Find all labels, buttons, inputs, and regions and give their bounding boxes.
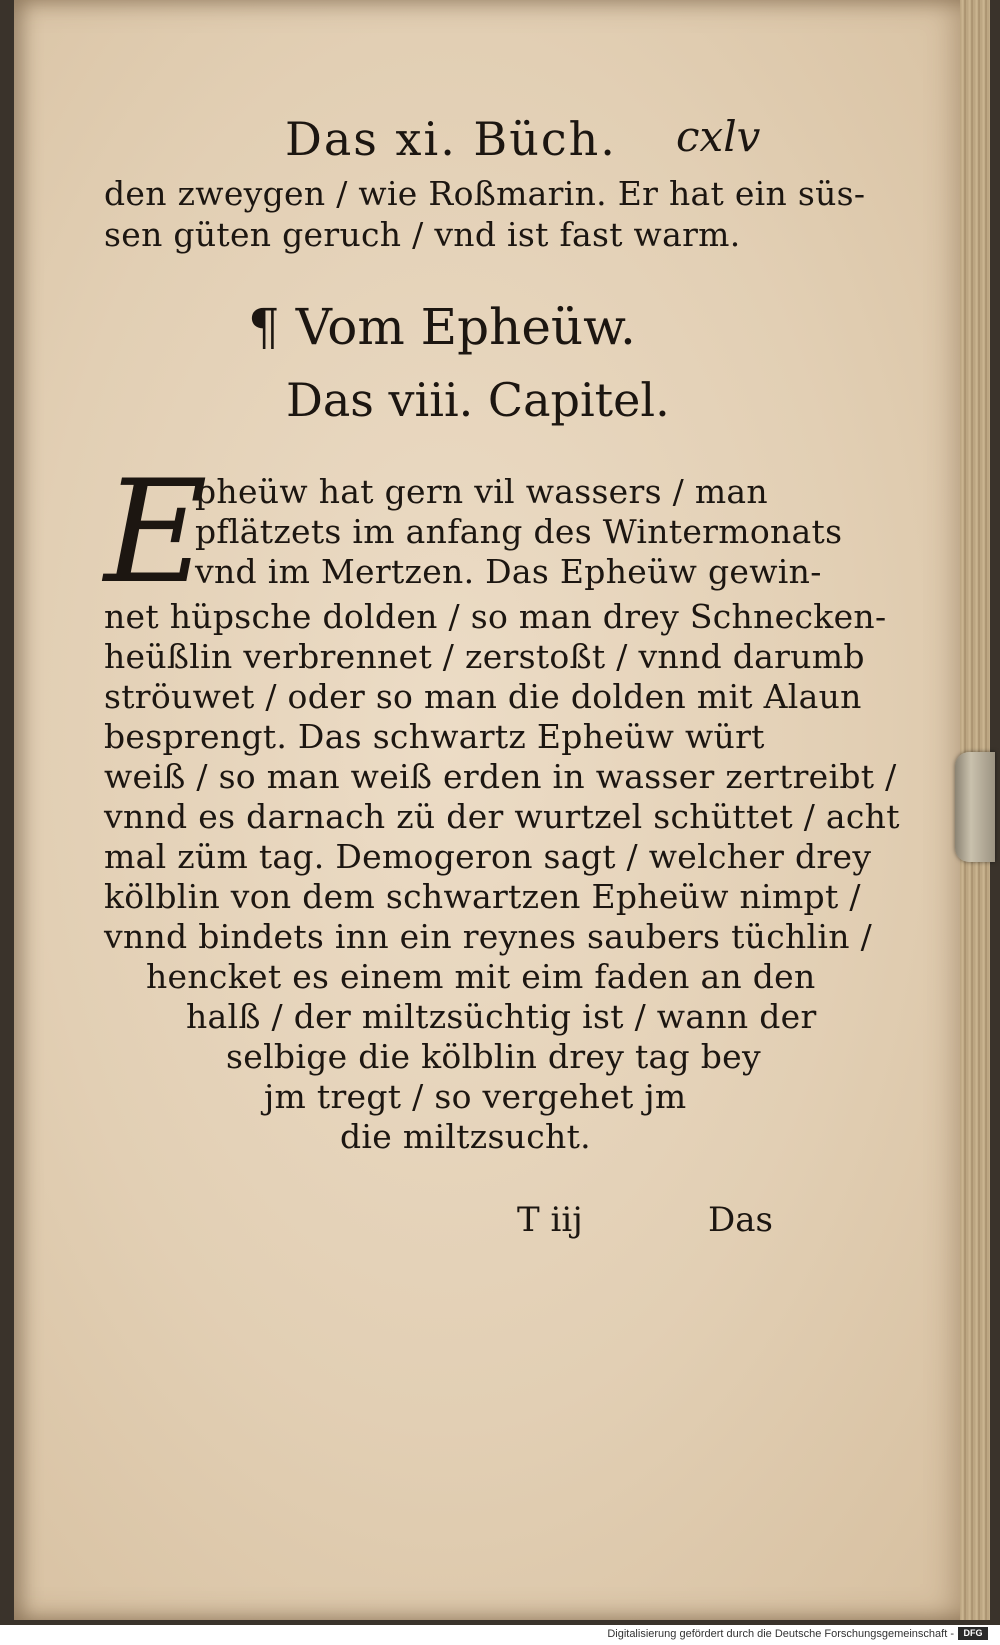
body-line: kölblin von dem schwartzen Epheüw nimpt / — [104, 877, 861, 916]
footer-credit: Digitalisierung gefördert durch die Deutsche Forschungsgemeinschaft - — [607, 1628, 954, 1640]
body-line: halß / der miltzsüchtig ist / wann der — [186, 997, 817, 1036]
body-line: mal züm tag. Demogeron sagt / welcher drey — [104, 837, 872, 876]
body-line: net hüpsche dolden / so man drey Schnecken- — [104, 597, 887, 636]
body-line: weiß / so man weiß erden in wasser zertreibt / — [104, 757, 897, 796]
signature-mark: T iij — [517, 1200, 583, 1240]
body-line: jm tregt / so vergehet jm — [264, 1077, 687, 1116]
body-line: heüßlin verbrennet / zerstoßt / vnnd darumb — [104, 637, 865, 676]
body-line: selbige die kölblin drey tag bey — [226, 1037, 761, 1076]
folio-number: cxlv — [676, 112, 761, 161]
chapter-title: Das viii. Capitel. — [286, 373, 670, 427]
text-line-top-2: sen güten geruch / vnd ist fast warm. — [104, 215, 741, 254]
body-line: die miltzsucht. — [340, 1117, 591, 1156]
body-line: pflätzets im anfang des Wintermonats — [195, 512, 843, 551]
text-line-top-1: den zweygen / wie Roßmarin. Er hat ein süs- — [104, 174, 866, 213]
body-line: vnd im Mertzen. Das Epheüw gewin- — [195, 552, 822, 591]
body-line: vnnd es darnach zü der wurtzel schüttet / acht — [104, 797, 900, 836]
section-title: ¶ Vom Epheüw. — [248, 298, 636, 356]
running-head: Das xi. Büch. — [285, 112, 617, 166]
body-line: ströuwet / oder so man die dolden mit Alaun — [104, 677, 862, 716]
book-clasp — [955, 752, 995, 862]
body-line: vnnd bindets inn ein reynes saubers tüchlin / — [104, 917, 873, 956]
catchword: Das — [708, 1200, 773, 1240]
body-line: pheüw hat gern vil wassers / man — [195, 472, 768, 511]
body-line: hencket es einem mit eim faden an den — [146, 957, 816, 996]
dfg-logo: DFG — [958, 1627, 988, 1640]
body-line: besprengt. Das schwartz Epheüw würt — [104, 717, 765, 756]
decorated-initial: E — [104, 450, 208, 615]
